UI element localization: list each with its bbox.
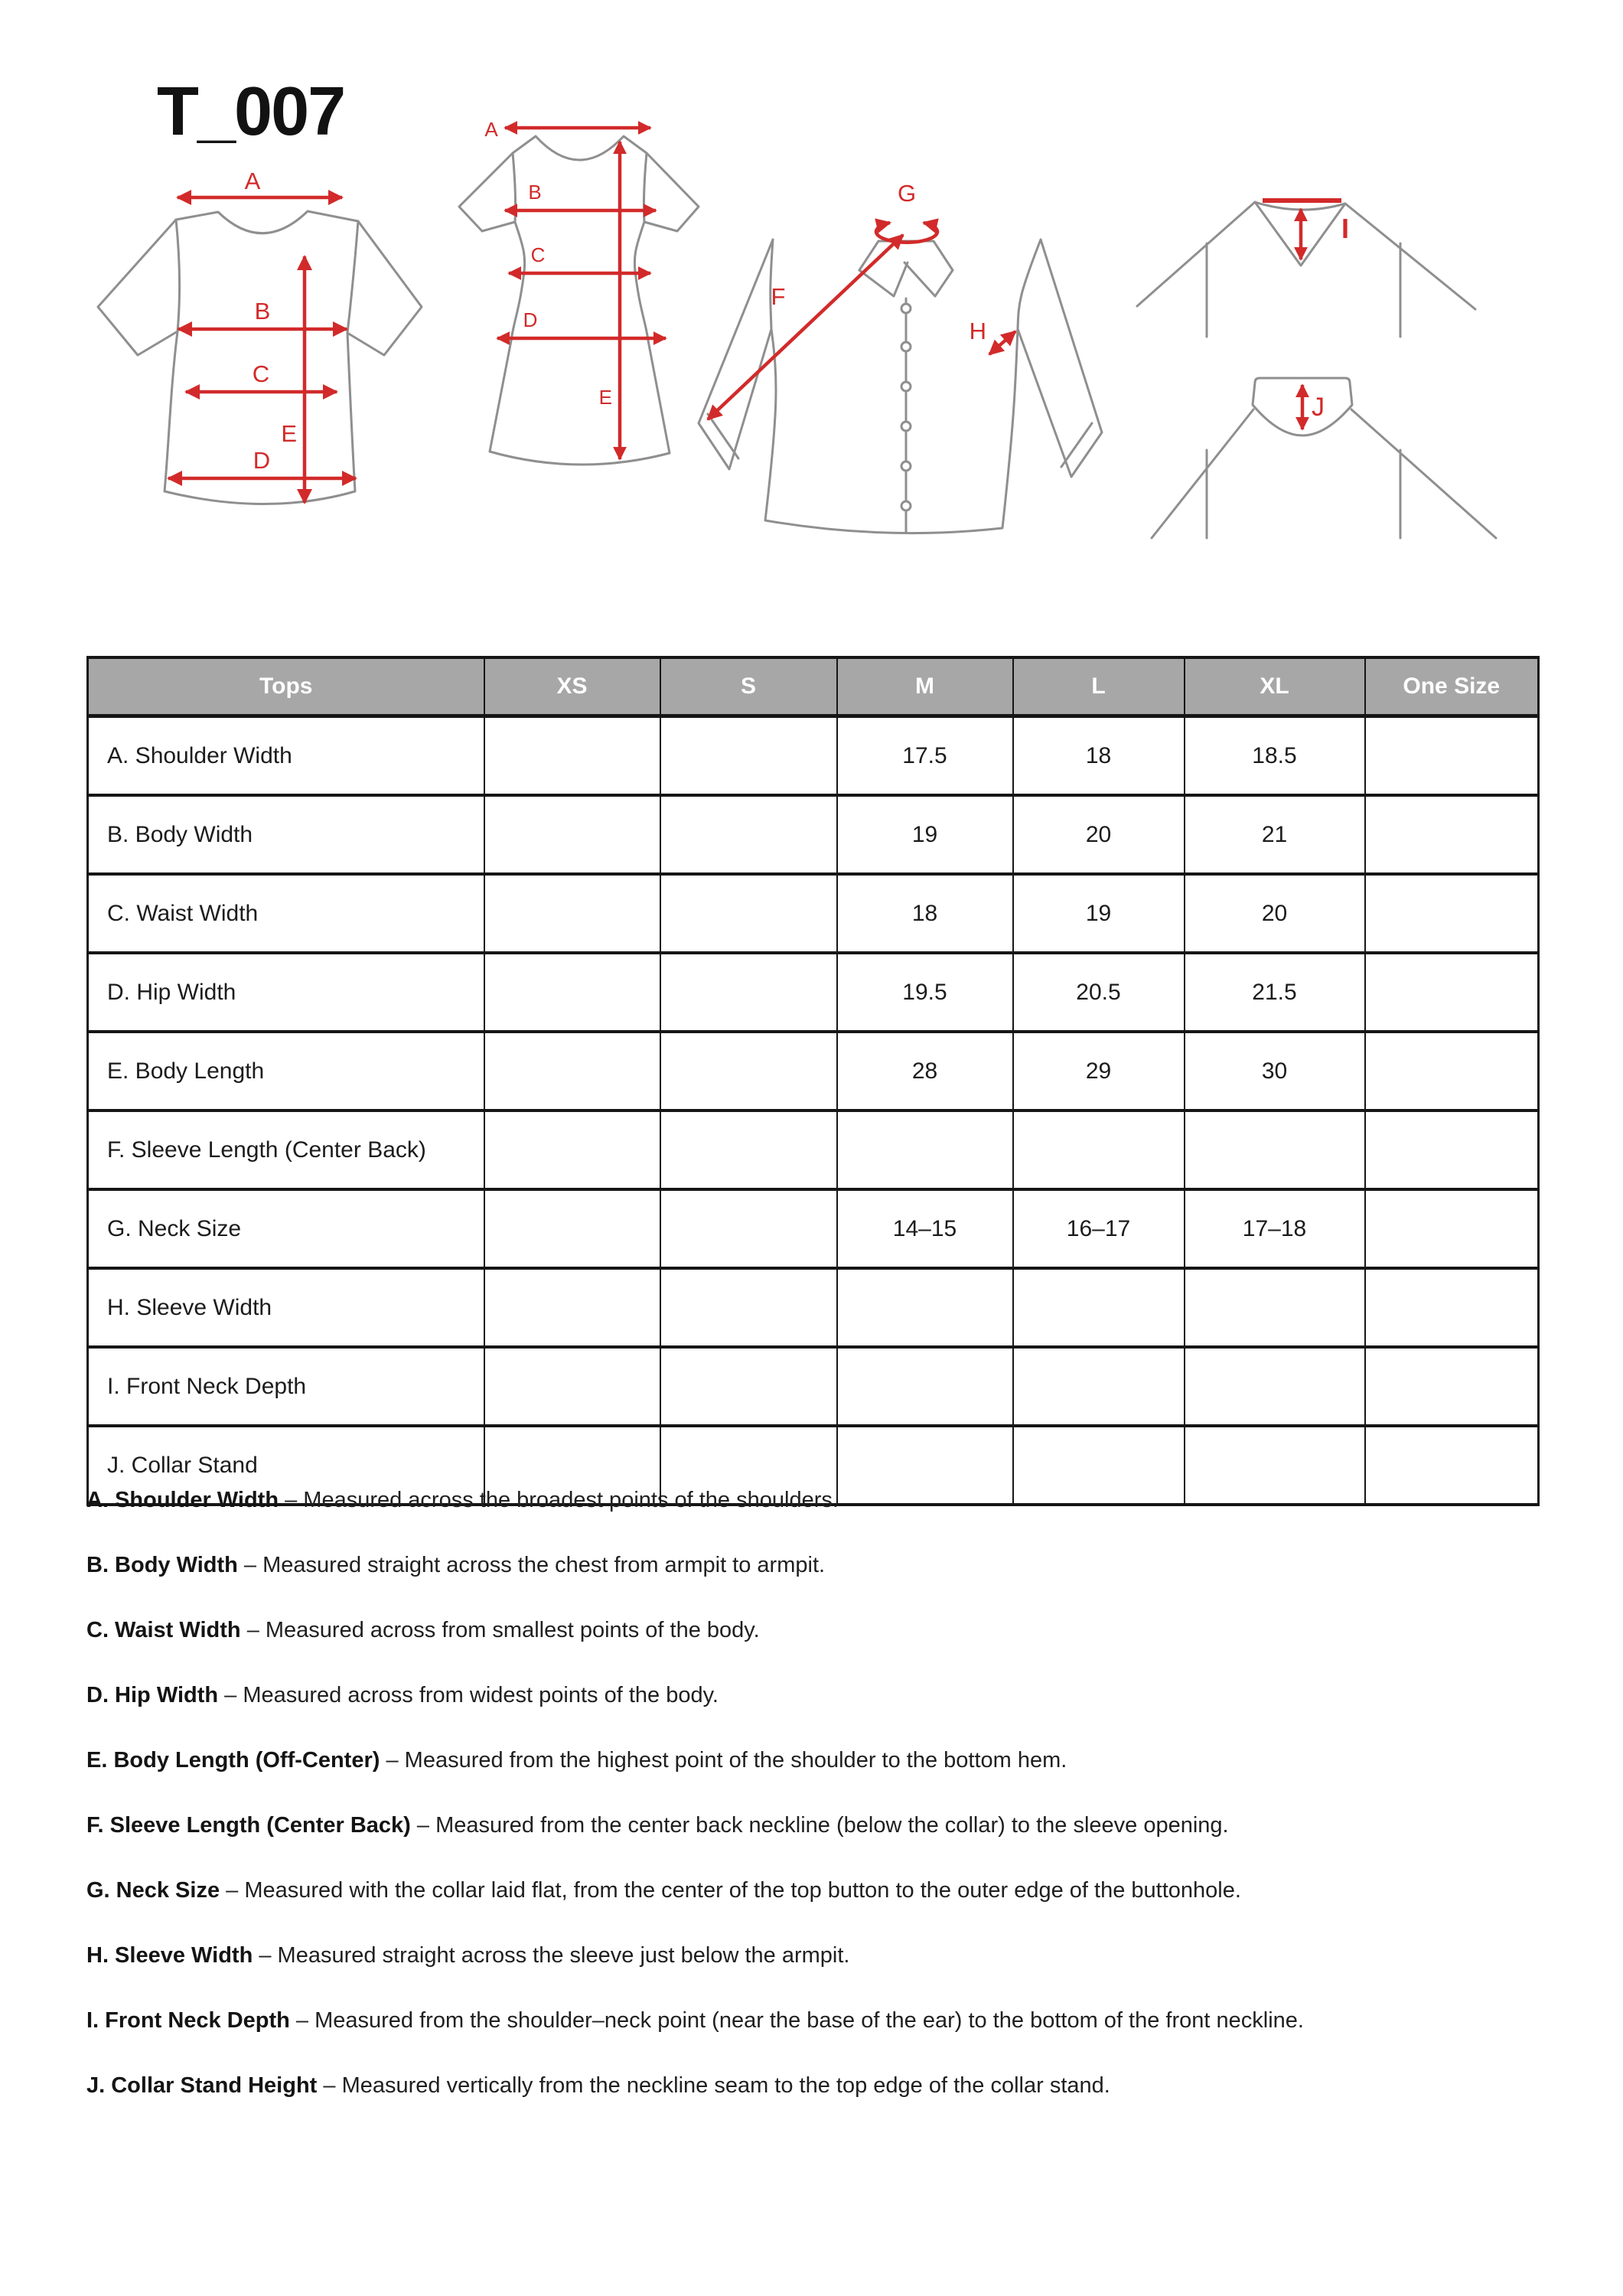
cell-value [1013,1110,1185,1189]
cell-value: 19 [837,795,1013,874]
description-term: G. Neck Size [86,1878,220,1903]
column-header-xs: XS [484,657,660,716]
row-label: B. Body Width [88,795,484,874]
size-table-header [88,657,1539,716]
collar-stand-diagram [1148,371,1500,543]
description-text: – Measured across from smallest points of the body. [240,1618,760,1642]
measurement-description [86,1743,1449,1778]
marker-d-label: D [253,447,271,474]
description-text: – Measured with the collar laid flat, from the center of the top button to the outer edge of the buttonhole. [220,1878,1241,1903]
description-text: – Measured from the highest point of the shoulder to the bottom hem. [380,1748,1067,1773]
cell-value [660,716,837,796]
column-header-l: L [1013,657,1185,716]
measurement-description [86,1874,1449,1908]
shirt-collar-wings [859,263,953,296]
description-term: D. Hip Width [86,1683,219,1707]
size-table-body [88,716,1539,1505]
shirt-left-sleeve [699,240,773,469]
row-label: A. Shoulder Width [88,716,484,796]
cell-value [1365,1110,1539,1189]
cell-value [484,874,660,953]
description-term: I. Front Neck Depth [86,2008,290,2033]
cell-value [1185,1347,1365,1426]
shirt-right-sleeve [1018,240,1102,477]
table-row [88,1268,1539,1347]
page-title: T_007 [157,73,345,150]
column-header-xl: XL [1185,657,1365,716]
marker-c-label: C [530,243,546,266]
cell-value: 30 [1185,1032,1365,1110]
shirt-measure-diagram [685,180,1129,540]
marker-b-label: B [254,298,271,325]
description-term: C. Waist Width [86,1618,241,1642]
cell-value [1013,1268,1185,1347]
marker-d-label: D [523,308,538,331]
front-neck-depth-diagram [1129,195,1481,344]
cell-value [1365,795,1539,874]
cell-value: 17–18 [1185,1189,1365,1268]
marker-i-label: I [1341,213,1350,244]
cell-value: 21.5 [1185,953,1365,1032]
marker-e-label: E [598,386,612,409]
tshirt-right-seam [347,221,358,333]
column-header-one-size: One Size [1365,657,1539,716]
cell-value: 18 [1013,716,1185,796]
cell-value [1365,874,1539,953]
table-row [88,874,1539,953]
row-label: G. Neck Size [88,1189,484,1268]
cell-value: 19 [1013,874,1185,953]
measurement-description [86,1939,1449,1973]
cell-value [1365,716,1539,796]
row-label: D. Hip Width [88,953,484,1032]
cell-value: 18.5 [1185,716,1365,796]
measurement-description [86,2069,1449,2103]
marker-j-label: J [1312,393,1325,422]
cell-value [660,1268,837,1347]
cell-value [484,1347,660,1426]
tshirt-measure-diagram [90,157,446,517]
cell-value [660,1189,837,1268]
shirt-left-cuff [708,414,738,458]
cell-value [484,1268,660,1347]
marker-c-label: C [252,360,270,387]
cell-value: 20 [1185,874,1365,953]
cell-value [837,1268,1013,1347]
shirt-right-cuff [1061,423,1092,467]
measurement-description [86,1808,1449,1843]
description-term: A. Shoulder Width [86,1488,279,1512]
arrow-h-sleeve-width [989,331,1015,354]
cell-value: 28 [837,1032,1013,1110]
cell-value [660,1110,837,1189]
row-label: F. Sleeve Length (Center Back) [88,1110,484,1189]
cell-value: 29 [1013,1032,1185,1110]
cell-value [484,953,660,1032]
measurement-descriptions [86,1483,1449,2134]
row-label: J. Collar Stand [88,1426,484,1505]
measurement-description [86,1678,1449,1713]
table-row [88,795,1539,874]
measurement-description [86,2004,1449,2038]
cell-value [1185,1110,1365,1189]
marker-g-label: G [897,180,917,207]
cell-value: 17.5 [837,716,1013,796]
description-term: H. Sleeve Width [86,1943,253,1968]
cell-value [1365,1189,1539,1268]
cell-value [484,795,660,874]
cell-value [484,1110,660,1189]
cell-value [660,795,837,874]
column-header-tops: Tops [88,657,484,716]
description-text: – Measured straight across the chest from armpit to armpit. [237,1553,826,1577]
vneck-shoulders [1137,202,1475,309]
size-table [86,656,1540,1506]
cell-value [1365,953,1539,1032]
measurement-description [86,1613,1449,1648]
cell-value: 18 [837,874,1013,953]
tshirt-left-seam [176,220,180,331]
row-label: I. Front Neck Depth [88,1347,484,1426]
arrow-g-neck-loop [876,223,937,243]
cell-value: 20.5 [1013,953,1185,1032]
description-term: B. Body Width [86,1553,238,1577]
description-text: – Measured straight across the sleeve just below the armpit. [253,1943,850,1968]
cell-value: 20 [1013,795,1185,874]
table-row [88,716,1539,796]
cell-value [660,1347,837,1426]
cell-value [1365,1347,1539,1426]
marker-f-label: F [771,283,786,310]
table-row [88,953,1539,1032]
cell-value [660,874,837,953]
dress-measure-diagram [455,111,715,478]
column-header-m: M [837,657,1013,716]
cell-value [484,1189,660,1268]
cell-value [1013,1347,1185,1426]
marker-a-label: A [484,118,498,141]
cell-value [660,1032,837,1110]
marker-h-label: H [969,318,986,344]
marker-a-label: A [244,168,261,194]
description-term: E. Body Length (Off-Center) [86,1748,380,1773]
dress-outline [459,136,699,465]
measurement-description [86,1548,1449,1583]
collar-right-shoulder [1351,409,1496,538]
cell-value [484,1032,660,1110]
description-text: – Measured vertically from the neckline seam to the top edge of the collar stand. [317,2073,1110,2098]
cell-value [484,716,660,796]
marker-b-label: B [528,181,542,204]
cell-value: 14–15 [837,1189,1013,1268]
cell-value [837,1347,1013,1426]
header-row [88,657,1539,716]
table-row [88,1347,1539,1426]
table-row [88,1189,1539,1268]
column-header-s: S [660,657,837,716]
cell-value [1365,1268,1539,1347]
cell-value: 19.5 [837,953,1013,1032]
table-row [88,1110,1539,1189]
description-text: – Measured from the shoulder–neck point (near the base of the ear) to the bottom of the front neckline. [289,2008,1304,2033]
table-row [88,1032,1539,1110]
measurement-description [86,1483,1449,1518]
description-term: F. Sleeve Length (Center Back) [86,1813,411,1838]
cell-value: 16–17 [1013,1189,1185,1268]
cell-value [837,1110,1013,1189]
collar-left-shoulder [1152,409,1253,538]
cell-value [1185,1268,1365,1347]
cell-value [1365,1032,1539,1110]
cell-value [660,953,837,1032]
description-text: – Measured across the broadest points of the shoulders. [279,1488,839,1512]
row-label: C. Waist Width [88,874,484,953]
cell-value: 21 [1185,795,1365,874]
description-text: – Measured across from widest points of the body. [218,1683,719,1707]
description-text: – Measured from the center back neckline (below the collar) to the sleeve opening. [410,1813,1229,1838]
row-label: H. Sleeve Width [88,1268,484,1347]
marker-e-label: E [281,420,297,447]
row-label: E. Body Length [88,1032,484,1110]
description-term: J. Collar Stand Height [86,2073,318,2098]
